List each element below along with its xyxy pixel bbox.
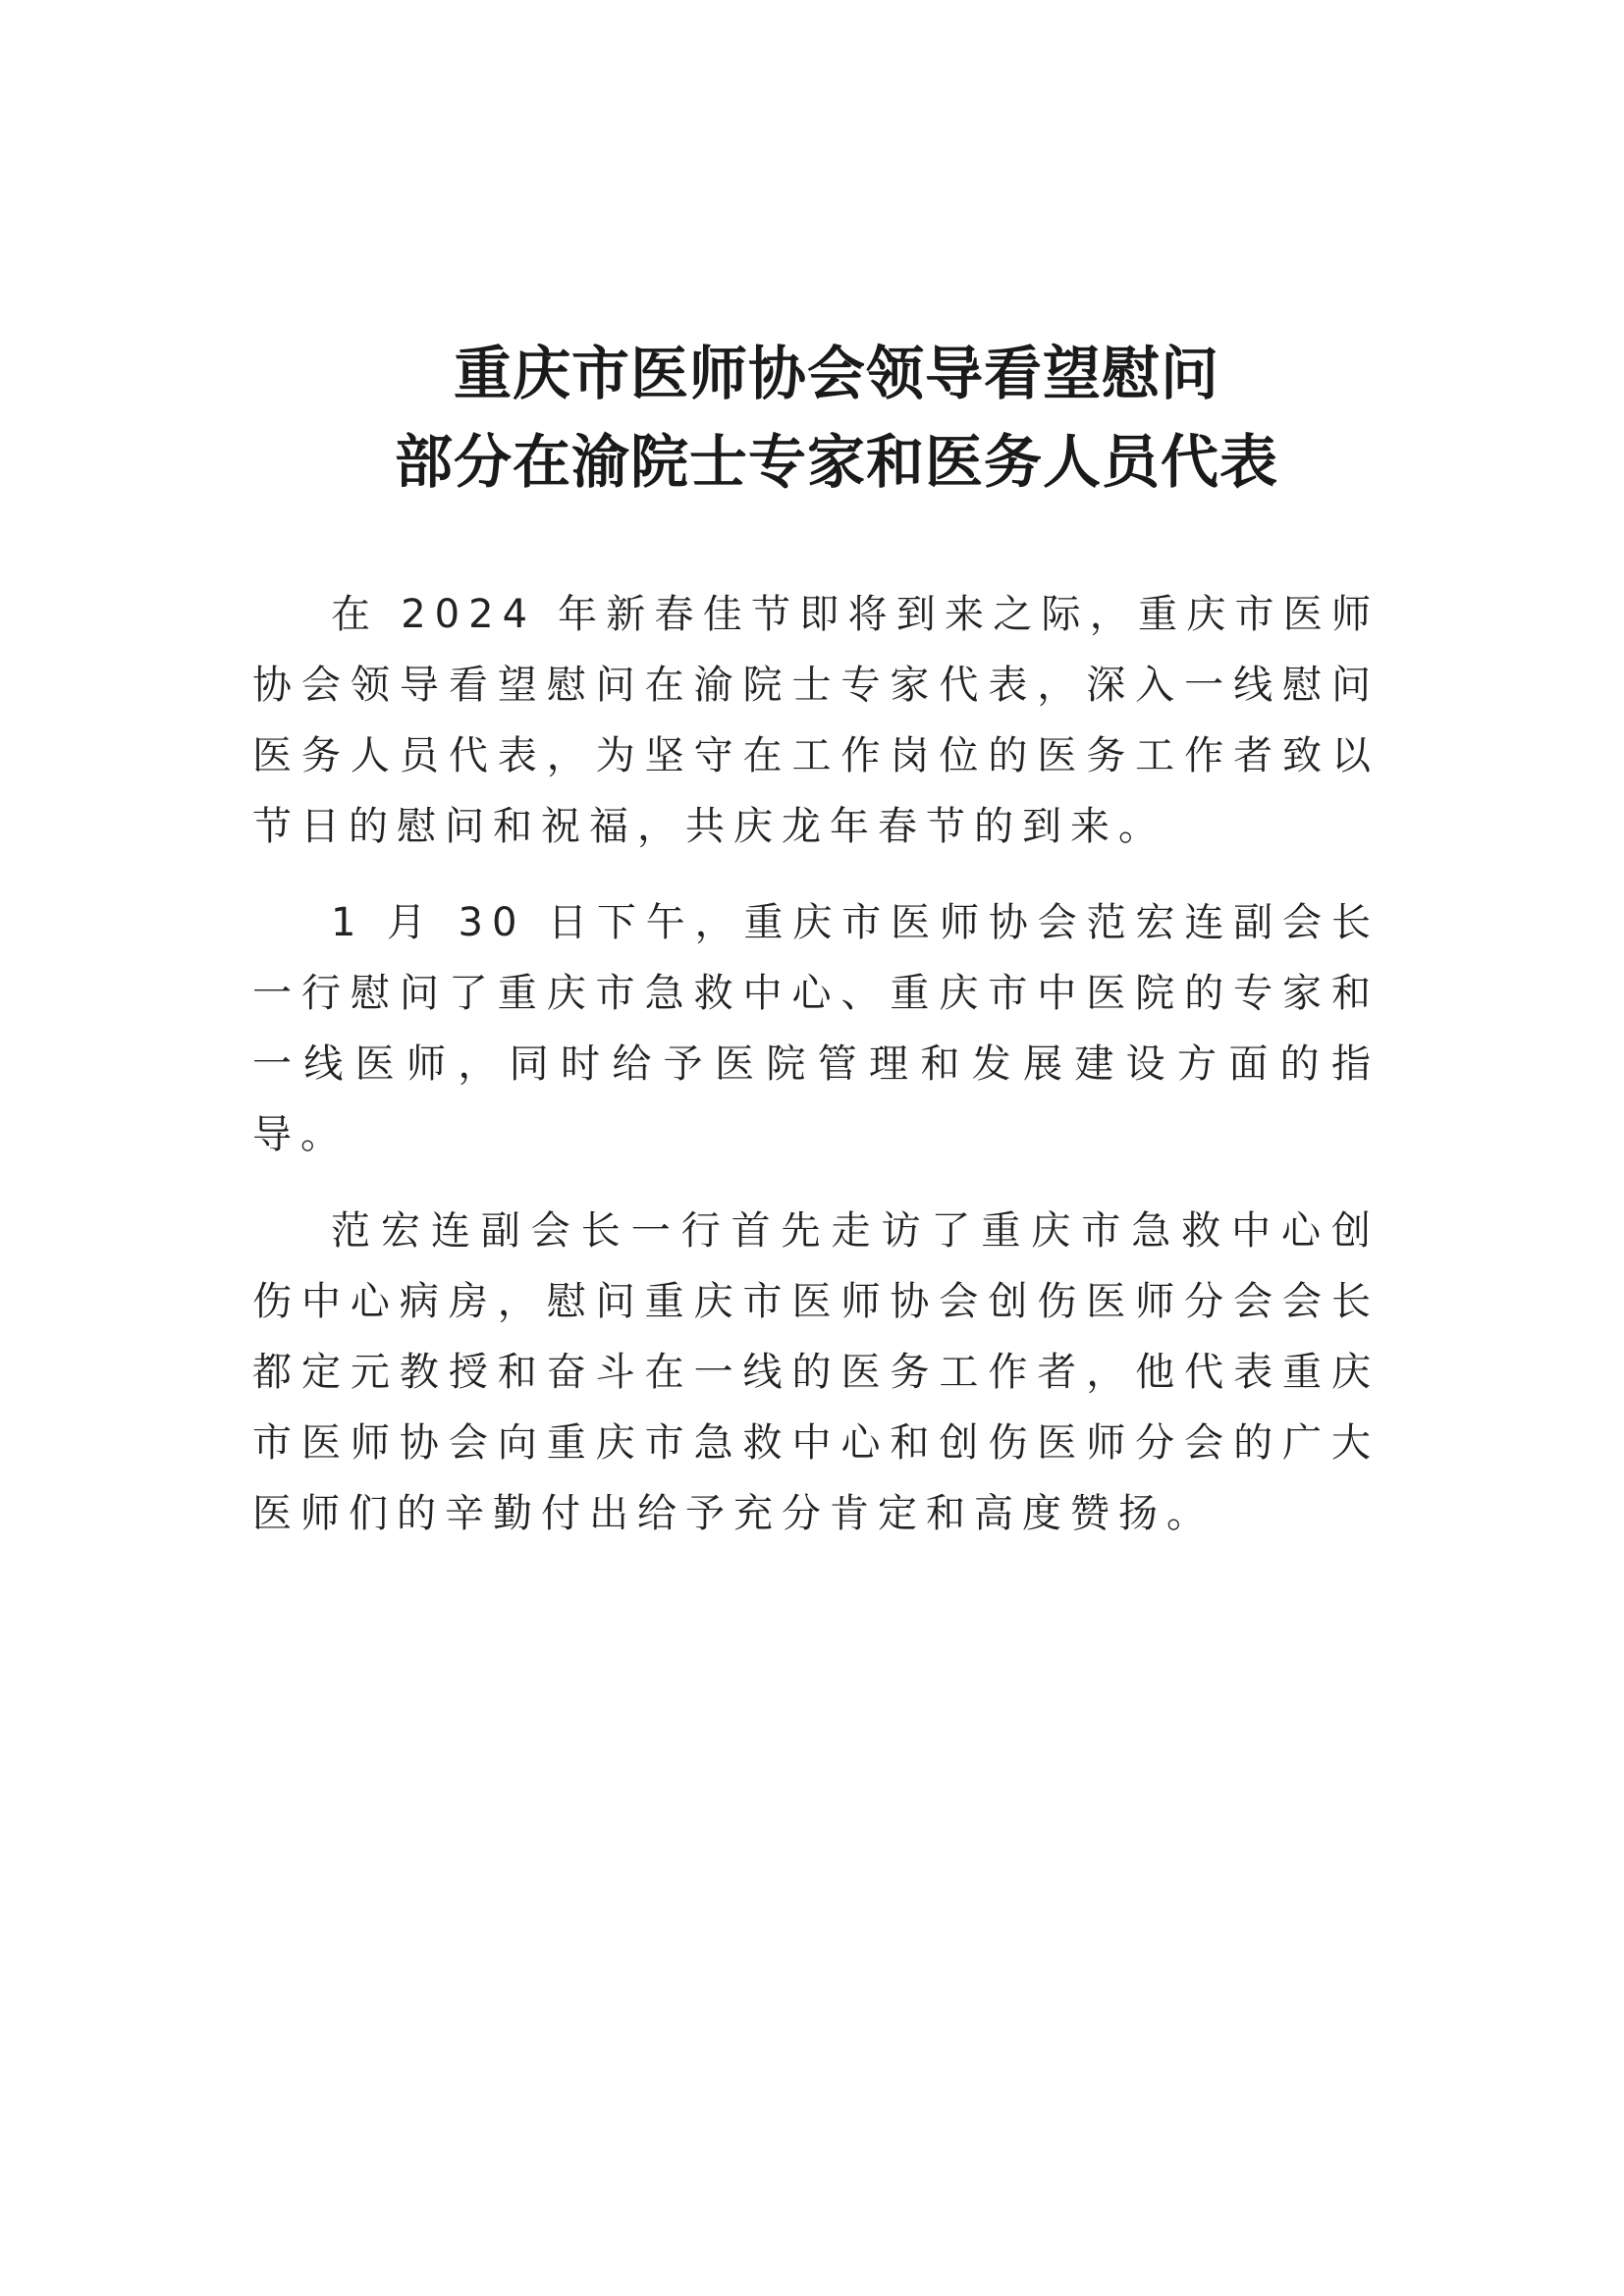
document-title: [0, 330, 1624, 507]
title-line-1: 重庆市医师协会领导看望慰问: [453, 340, 1219, 407]
paragraph-2: 1 月 30 日下午，重庆市医师协会范宏连副会长一行慰问了重庆市急救中心、重庆市中医院的专家和一线医师，同时给予医院管理和发展建设方面的指导。: [252, 900, 1380, 1157]
paragraph-3: 范宏连副会长一行首先走访了重庆市急救中心创伤中心病房，慰问重庆市医师协会创伤医师分会会长都定元教授和奋斗在一线的医务工作者，他代表重庆市医师协会向重庆市急救中心和创伤医师分会的广大医师们的辛勤付出给予充分肯定和高度赞扬。: [252, 1208, 1380, 1536]
paragraph-1: 在 2024 年新春佳节即将到来之际，重庆市医师协会领导看望慰问在渝院士专家代表，深入一线慰问医务人员代表，为坚守在工作岗位的医务工作者致以节日的慰问和祝福，共庆龙年春节的到来。: [252, 592, 1380, 849]
document-body: [252, 579, 1380, 1575]
title-line-2: 部分在渝院士专家和医务人员代表: [394, 428, 1278, 496]
